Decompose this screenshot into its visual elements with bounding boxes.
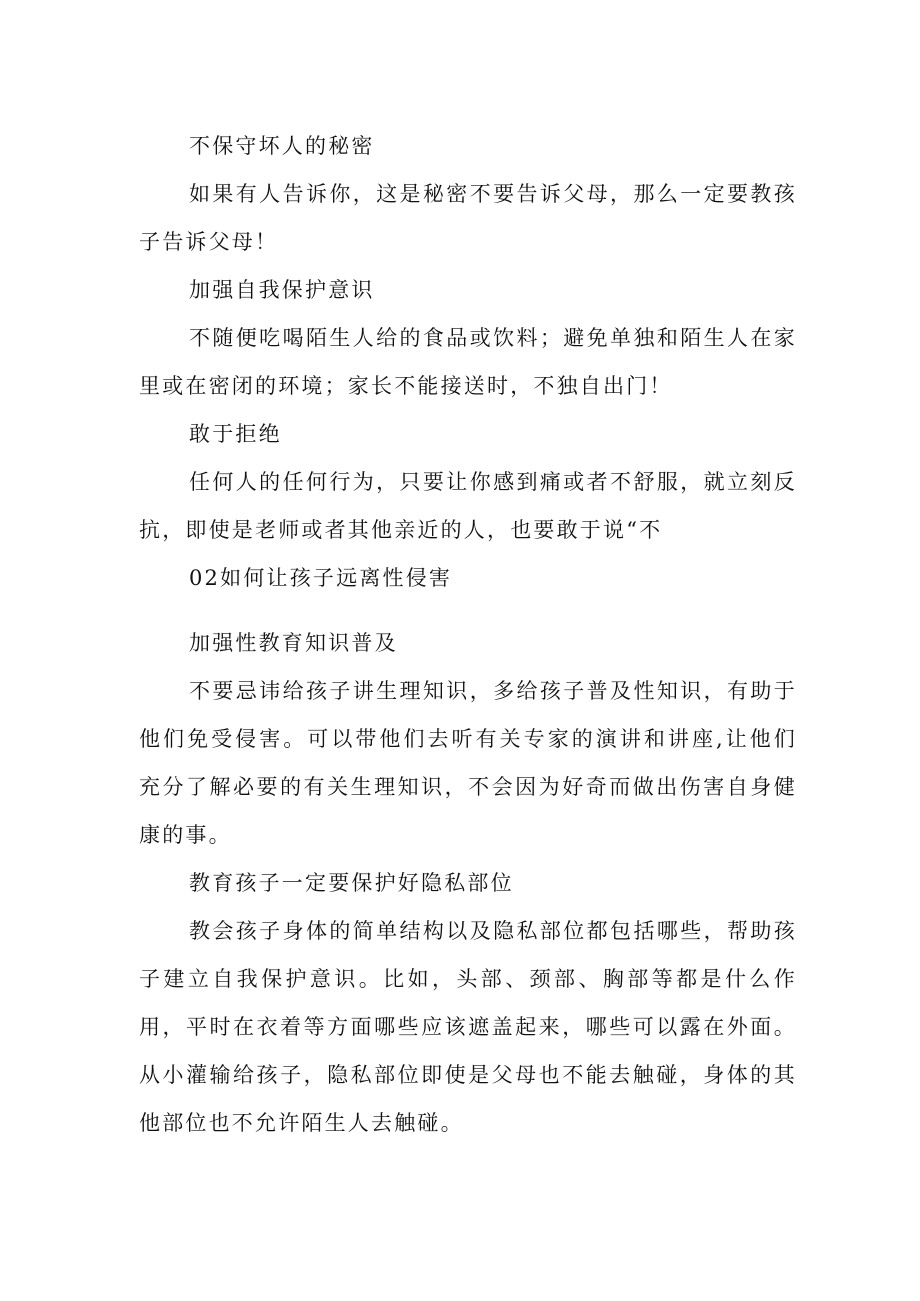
document-body: [139, 122, 797, 1147]
heading-self-protection: 加强自我保护意识: [189, 278, 375, 302]
paragraph-protect-privacy: 教会孩子身体的简单结构以及隐私部位都包括哪些，帮助孩子建立自我保护意识。比如，头部、颈部、胸部等都是什么作用，平时在衣着等方面哪些应该遮盖起来，哪些可以露在外面。从小灌输给孩子，隐私部位即使是父母也不能去触碰，身体的其他部位也不允许陌生人去触碰。: [139, 919, 797, 1135]
heading-keep-no-secrets: 不保守坏人的秘密: [189, 134, 375, 158]
section-heading-02: 02如何让孩子远离性侵害: [189, 566, 453, 590]
paragraph-resist: 任何人的任何行为，只要让你感到痛或者不舒服，就立刻反抗，即使是老师或者其他亲近的人，也要敢于说“不: [139, 470, 797, 542]
heading-dare-to-refuse: 敢于拒绝: [189, 422, 282, 446]
paragraph-sex-education: 不要忌讳给孩子讲生理知识，多给孩子普及性知识，有助于他们免受侵害。可以带他们去听有关专家的演讲和讲座,让他们充分了解必要的有关生理知识，不会因为好奇而做出伤害自身健康的事。: [139, 679, 797, 847]
heading-sex-education: 加强性教育知识普及: [189, 631, 398, 655]
paragraph-avoid-strangers: 不随便吃喝陌生人给的食品或饮料；避免单独和陌生人在家里或在密闭的环境；家长不能接送时，不独自出门！: [139, 326, 797, 398]
heading-protect-privacy: 教育孩子一定要保护好隐私部位: [189, 871, 514, 895]
paragraph-tell-parents: 如果有人告诉你，这是秘密不要告诉父母，那么一定要教孩子告诉父母！: [139, 182, 797, 254]
